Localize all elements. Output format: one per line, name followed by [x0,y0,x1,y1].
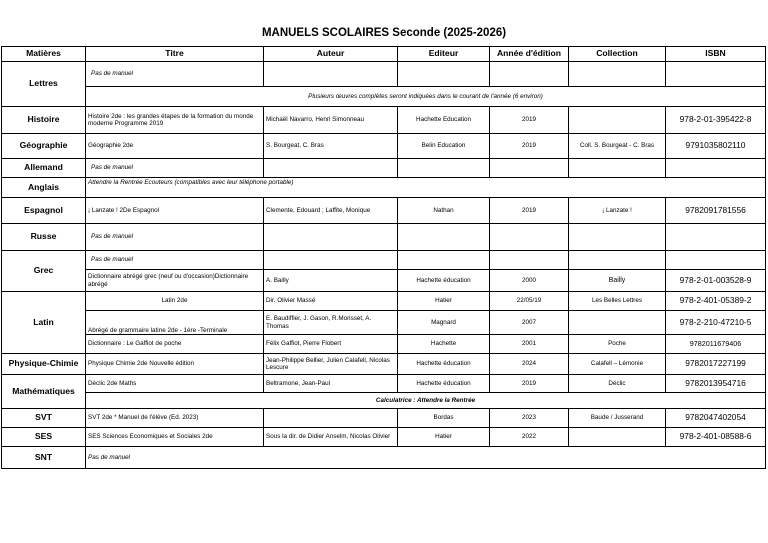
cell-titre: ¡ Lanzate ! 2De Espagnol [86,198,264,224]
lettres-note: Plusieurs œuvres complètes seront indiquées dans le courant de l'année (6 environ) [86,87,766,107]
cell-annee: 2019 [490,198,569,224]
cell-annee [490,62,569,87]
table-row [2,375,766,393]
cell-annee: 2019 [490,107,569,134]
cell-titre: SES Sciences Economiques et Sociales 2de [86,428,264,447]
table-row [2,87,766,107]
cell-annee: 2024 [490,354,569,375]
cell-titre: Latin 2de [86,292,264,311]
header-isbn: ISBN [666,47,766,62]
cell-titre: Dictionnaire abrégé grec (neuf ou d'occasion)Dictionnaire abrégé [86,270,264,292]
cell-titre: Pas de manuel [86,159,264,178]
cell-titre: Histoire 2de : les grandes étapes de la formation du monde moderne Programme 2019 [86,107,264,134]
maths-note: Calculatrice : Attendre la Rentrée [86,393,766,409]
header-auteur: Auteur [264,47,398,62]
cell-collection: Les Belles Lettres [569,292,666,311]
subject-mathematiques: Mathématiques [2,375,86,409]
cell-editeur [398,62,490,87]
cell-editeur: Hachette éducation [398,354,490,375]
table-row [2,224,766,251]
cell-editeur [398,159,490,178]
cell-titre: SVT 2de * Manuel de l'élève (Ed. 2023) [86,409,264,428]
cell-collection: Bailly [569,270,666,292]
subject-snt: SNT [2,447,86,469]
cell-editeur [398,224,490,251]
table-row [2,409,766,428]
cell-collection: Calafell – Lémonie [569,354,666,375]
snt-note: Pas de manuel [86,447,766,469]
cell-editeur: Hachette éducation [398,375,490,393]
cell-annee: 2022 [490,428,569,447]
subject-allemand: Allemand [2,159,86,178]
cell-editeur: Nathan [398,198,490,224]
cell-titre: Dictionnaire : Le Gaffiot de poche [86,335,264,354]
header-titre: Titre [86,47,264,62]
table-row [2,393,766,409]
cell-annee: 22/05/19 [490,292,569,311]
cell-auteur [264,62,398,87]
cell-collection [569,159,666,178]
cell-isbn: 9782013954716 [666,375,766,393]
table-row [2,335,766,354]
cell-auteur: E. Baudiffier, J. Gason, R.Morisset, A. Thomas [264,311,398,335]
cell-auteur: Sous la dir. de Didier Anselm, Nicolas Olivier [264,428,398,447]
subject-ses: SES [2,428,86,447]
cell-collection [569,311,666,335]
header-row [2,47,766,62]
cell-annee [490,251,569,270]
cell-titre: Pas de manuel [86,62,264,87]
cell-auteur: S. Bourgeat, C. Bras [264,134,398,159]
cell-titre: Pas de manuel [86,251,264,270]
table-row [2,62,766,87]
cell-auteur [264,409,398,428]
subject-lettres: Lettres [2,62,86,107]
subject-geographie: Géographie [2,134,86,159]
cell-isbn: 978-2-210-47210-5 [666,311,766,335]
page-title: MANUELS SCOLAIRES Seconde (2025-2026) [261,27,507,39]
cell-isbn: 9782091781556 [666,198,766,224]
cell-collection [569,224,666,251]
cell-isbn [666,224,766,251]
cell-auteur: Beltramone, Jean-Paul [264,375,398,393]
cell-auteur: A. Bailly [264,270,398,292]
table-row [2,428,766,447]
textbook-table [1,46,766,469]
cell-isbn: 978-2-01-003528-9 [666,270,766,292]
table-row [2,270,766,292]
cell-auteur: Clemente, Edouard ; Laffite, Monique [264,198,398,224]
cell-isbn: 9782017227199 [666,354,766,375]
cell-editeur: Magnard [398,311,490,335]
cell-annee: 2023 [490,409,569,428]
table-row [2,178,766,198]
subject-latin: Latin [2,292,86,354]
table-row [2,134,766,159]
subject-svt: SVT [2,409,86,428]
cell-titre: Abrégé de grammaire latine 2de - 1ère -Terminale [86,311,264,335]
cell-annee [490,224,569,251]
header-matieres: Matières [2,47,86,62]
cell-auteur [264,159,398,178]
table-row [2,447,766,469]
subject-russe: Russe [2,224,86,251]
cell-collection [569,62,666,87]
table-row [2,107,766,134]
table-row [2,198,766,224]
cell-collection [569,428,666,447]
cell-titre: Géographie 2de [86,134,264,159]
cell-annee: 2001 [490,335,569,354]
subject-histoire: Histoire [2,107,86,134]
cell-annee: 2019 [490,375,569,393]
table-row [2,159,766,178]
cell-annee: 2007 [490,311,569,335]
cell-auteur: Michaël Navarro, Henri Simonneau [264,107,398,134]
cell-isbn: 978-2-401-05389-2 [666,292,766,311]
table-row [2,354,766,375]
cell-editeur: Hachette [398,335,490,354]
cell-isbn: 9782047402054 [666,409,766,428]
cell-collection [569,107,666,134]
cell-isbn: 978-2-01-395422-8 [666,107,766,134]
cell-collection [569,251,666,270]
cell-annee [490,159,569,178]
cell-isbn: 9791035802110 [666,134,766,159]
cell-auteur [264,251,398,270]
cell-auteur [264,224,398,251]
cell-annee: 2019 [490,134,569,159]
cell-titre: Physique Chimie 2de Nouvelle édition [86,354,264,375]
cell-isbn: 9782011679406 [666,335,766,354]
table-row [2,251,766,270]
cell-editeur: Belin Education [398,134,490,159]
header-editeur: Editeur [398,47,490,62]
subject-grec: Grec [2,251,86,292]
cell-editeur: Hatier [398,428,490,447]
cell-isbn [666,62,766,87]
header-annee: Année d'édition [490,47,569,62]
cell-collection: Poche [569,335,666,354]
cell-isbn [666,251,766,270]
cell-titre: Déclic 2de Maths [86,375,264,393]
cell-collection: Déclic [569,375,666,393]
cell-editeur: Hachette Education [398,107,490,134]
cell-editeur: Bordas [398,409,490,428]
cell-editeur: Hatier [398,292,490,311]
cell-annee: 2000 [490,270,569,292]
cell-collection: ¡ Lanzate ! [569,198,666,224]
cell-auteur: Félix Gaffiot, Pierre Flobert [264,335,398,354]
subject-physique-chimie: Physique-Chimie [2,354,86,375]
cell-editeur: Hachette éducation [398,270,490,292]
subject-espagnol: Espagnol [2,198,86,224]
table-row [2,292,766,311]
cell-titre: Pas de manuel [86,224,264,251]
cell-isbn [666,159,766,178]
cell-collection: Baude / Jusserand [569,409,666,428]
table-row [2,311,766,335]
cell-auteur: Jean-Philippe Bellier, Julien Calafell, Nicolas Lescure [264,354,398,375]
cell-auteur: Dir. Olivier Massé [264,292,398,311]
cell-editeur [398,251,490,270]
subject-anglais: Anglais [2,178,86,198]
cell-collection: Coll. S. Bourgeat - C. Bras [569,134,666,159]
cell-isbn: 978-2-401-08588-6 [666,428,766,447]
header-collection: Collection [569,47,666,62]
anglais-note: Attendre la Rentrée Ecouteurs (compatibles avec leur téléphone portable) [86,178,766,198]
